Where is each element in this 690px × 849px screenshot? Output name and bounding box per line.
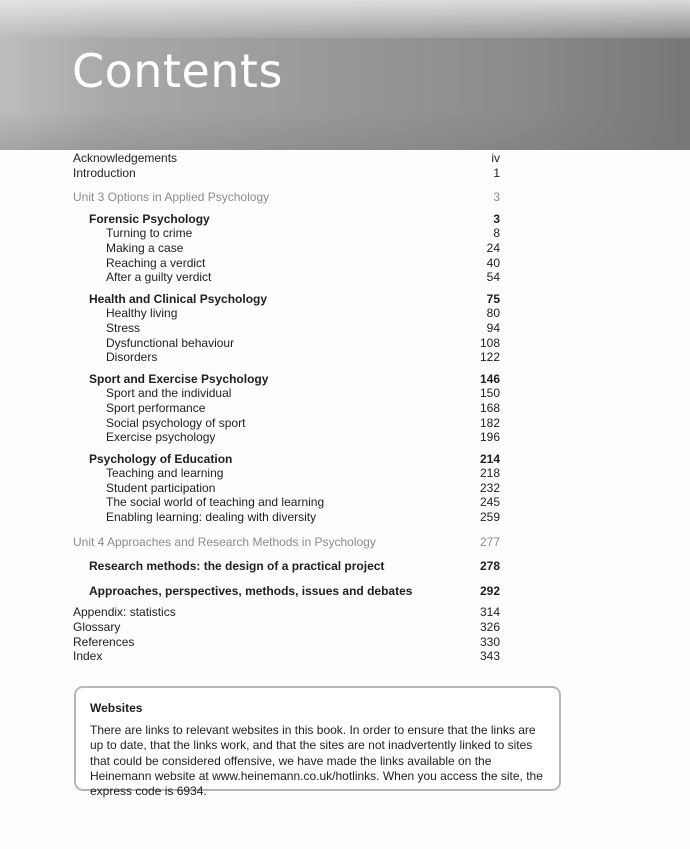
toc-section-forensic[interactable]: Forensic Psychology 3 xyxy=(89,211,500,226)
toc-section-research-methods[interactable]: Research methods: the design of a practical project 278 xyxy=(89,559,500,574)
toc-row-acknowledgements[interactable]: Acknowledgements iv xyxy=(73,151,500,165)
toc-row-references[interactable]: References 330 xyxy=(73,634,500,649)
toc-item[interactable]: Making a case 24 xyxy=(106,240,500,255)
toc-item[interactable]: Exercise psychology 196 xyxy=(106,430,500,445)
toc-item[interactable]: Enabling learning: dealing with diversity 259 xyxy=(106,510,500,525)
toc-unit-4[interactable]: Unit 4 Approaches and Research Methods in Psychology 277 xyxy=(73,534,500,549)
toc-section-health-clinical[interactable]: Health and Clinical Psychology 75 xyxy=(89,291,500,306)
toc-row-introduction[interactable]: Introduction 1 xyxy=(73,165,500,180)
toc-item[interactable]: Social psychology of sport 182 xyxy=(106,415,500,430)
toc-unit-3[interactable]: Unit 3 Options in Applied Psychology 3 xyxy=(73,190,500,205)
toc-item[interactable]: Teaching and learning 218 xyxy=(106,466,500,481)
toc-item[interactable]: Healthy living 80 xyxy=(106,306,500,321)
toc-item[interactable]: Turning to crime 8 xyxy=(106,226,500,241)
toc-section-education[interactable]: Psychology of Education 214 xyxy=(89,451,500,466)
websites-text: There are links to relevant websites in this book. In order to ensure that the links are up to date, that the links work, and that the sites are not inadvertently linked to sites that could be considered offensive, we have made the links available on the Heinemann website at www.heinemann.co.uk/hotlinks. When you access the site, the express code is 6934. xyxy=(90,723,543,799)
toc-section-sport-exercise[interactable]: Sport and Exercise Psychology 146 xyxy=(89,371,500,386)
toc-item[interactable]: Sport performance 168 xyxy=(106,400,500,415)
header-banner xyxy=(0,0,690,150)
toc-item[interactable]: Disorders 122 xyxy=(106,350,500,365)
toc-item[interactable]: Reaching a verdict 40 xyxy=(106,255,500,270)
websites-box xyxy=(74,686,561,799)
toc-item[interactable]: Stress 94 xyxy=(106,320,500,335)
toc-section-approaches[interactable]: Approaches, perspectives, methods, issues and debates 292 xyxy=(89,583,500,598)
toc-item[interactable]: The social world of teaching and learning 245 xyxy=(106,495,500,510)
toc-item[interactable]: Sport and the individual 150 xyxy=(106,386,500,401)
toc-row-appendix[interactable]: Appendix: statistics 314 xyxy=(73,605,500,620)
websites-heading: Websites xyxy=(90,701,143,715)
toc-row-glossary[interactable]: Glossary 326 xyxy=(73,620,500,635)
toc-item[interactable]: After a guilty verdict 54 xyxy=(106,270,500,285)
toc-row-index[interactable]: Index 343 xyxy=(73,649,500,664)
table-of-contents xyxy=(73,151,500,664)
page-title: Contents xyxy=(72,44,283,98)
toc-item[interactable]: Student participation 232 xyxy=(106,480,500,495)
toc-item[interactable]: Dysfunctional behaviour 108 xyxy=(106,335,500,350)
